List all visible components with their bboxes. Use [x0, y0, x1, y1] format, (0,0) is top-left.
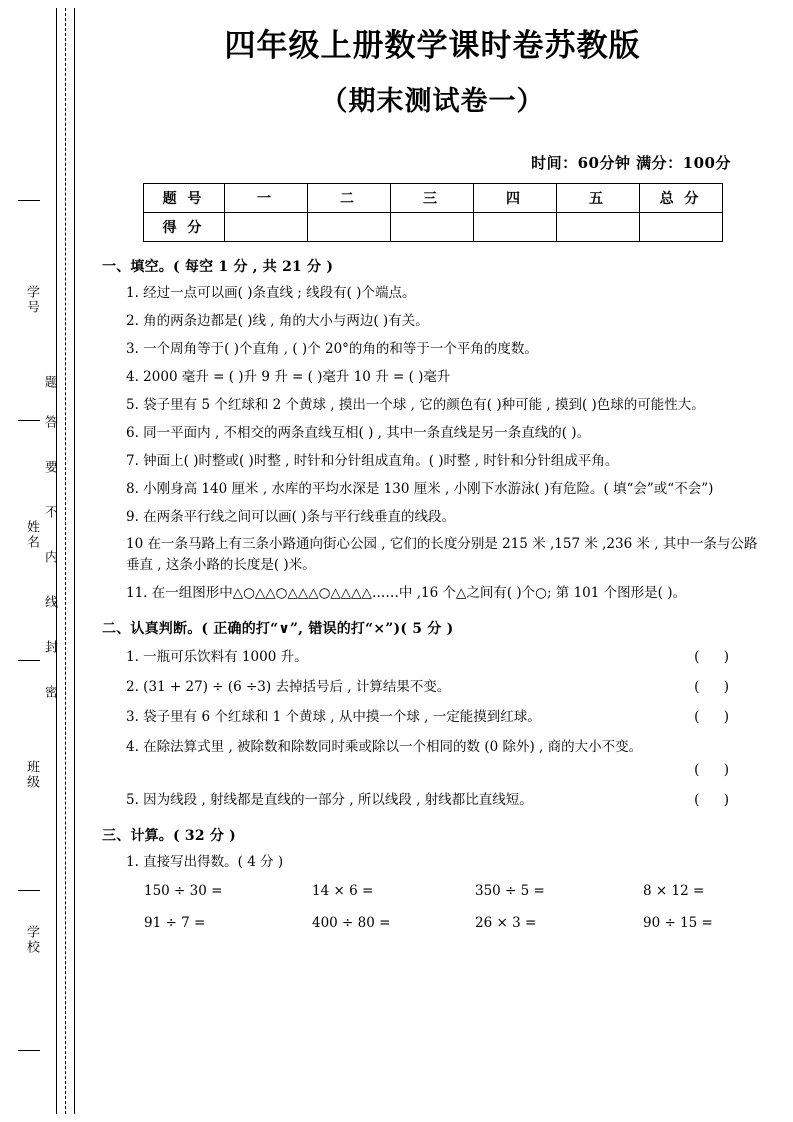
score-value-1[interactable] — [224, 213, 307, 242]
margin-label-xuehao: 学号 — [24, 285, 39, 315]
margin-write-rule — [18, 420, 40, 421]
answer-bracket[interactable]: ( ) — [694, 791, 739, 808]
score-header-1: 一 — [224, 184, 307, 213]
seal-margin-strip — [0, 0, 92, 1122]
margin-seal-char-yao: 要 — [42, 460, 57, 475]
calc-item[interactable]: 91 ÷ 7 = — [144, 914, 206, 931]
question-1-2: 2. 角的两条边都是( )线 , 角的大小与两边( )有关。 — [126, 313, 429, 330]
margin-rule-right — [74, 8, 75, 1114]
question-2-3 — [126, 707, 765, 728]
score-value-5[interactable] — [556, 213, 639, 242]
question-1-7: 7. 钟面上( )时整或( )时整 , 时针和分针组成直角。( )时整 , 时针和分针组成平角。 — [126, 452, 619, 469]
margin-write-rule — [18, 890, 40, 891]
calc-item[interactable]: 26 × 3 = — [475, 914, 537, 931]
exam-meta: 时间：60分钟 满分：100分 — [531, 154, 731, 173]
answer-bracket[interactable]: ( ) — [694, 709, 739, 726]
question-1-1: 1. 经过一点可以画( )条直线 ; 线段有( )个端点。 — [126, 285, 416, 302]
margin-seal-char-bu: 不 — [42, 505, 57, 520]
question-1-8: 8. 小刚身高 140 厘米 , 水库的平均水深是 130 厘米 , 小刚下水游泳( )有危险。( 填“会”或“不会”) — [126, 480, 714, 497]
score-value-total[interactable] — [639, 213, 722, 242]
question-1-10: 10 在一条马路上有三条小路通向街心公园 , 它们的长度分别是 215 米 ,157 米 ,236 米 , 其中一条与公路垂直 , 这条小路的长度是( )米。 — [126, 536, 758, 574]
question-3-1: 1. 直接写出得数。( 4 分 ) — [126, 853, 284, 870]
question-1-4: 4. 2000 毫升 = ( )升 9 升 = ( )毫升 10 升 = ( )毫升 — [126, 368, 451, 385]
margin-seal-char-da: 答 — [42, 415, 57, 430]
question-1-3: 3. 一个周角等于( )个直角 , ( )个 20°的角的和等于一个平角的度数。 — [126, 341, 538, 358]
table-row — [143, 184, 722, 213]
question-2-1-text: 1. 一瓶可乐饮料有 1000 升。 — [126, 649, 308, 666]
calc-item[interactable]: 350 ÷ 5 = — [475, 882, 545, 899]
calc-item[interactable]: 400 ÷ 80 = — [312, 914, 391, 931]
answer-bracket[interactable]: ( ) — [694, 761, 739, 778]
margin-write-rule — [18, 660, 40, 661]
margin-label-banji: 班级 — [24, 760, 39, 790]
question-2-4 — [126, 737, 765, 781]
answer-bracket[interactable]: ( ) — [694, 679, 739, 696]
score-header-total: 总 分 — [639, 184, 722, 213]
score-header-2: 二 — [307, 184, 390, 213]
score-header-4: 四 — [473, 184, 556, 213]
exam-page — [100, 0, 765, 1122]
section-heading-fill-blank: 一、填空。( 每空 1 分 , 共 21 分 ) — [102, 259, 334, 276]
question-2-5-text: 5. 因为线段 , 射线都是直线的一部分 , 所以线段 , 射线都比直线短。 — [126, 791, 533, 808]
score-header-5: 五 — [556, 184, 639, 213]
question-1-11: 11. 在一组图形中△○△△○△△△○△△△△……中 ,16 个△之间有( )个○; 第 101 个图形是( )。 — [126, 585, 686, 602]
section-heading-calculation: 三、计算。( 32 分 ) — [102, 827, 236, 844]
calc-item[interactable]: 8 × 12 = — [643, 882, 705, 899]
page-title: 四年级上册数学课时卷苏教版 — [224, 28, 641, 64]
score-value-2[interactable] — [307, 213, 390, 242]
margin-label-xingming: 姓名 — [24, 520, 39, 550]
margin-label-xuexiao: 学校 — [24, 925, 39, 955]
answer-bracket[interactable]: ( ) — [694, 649, 739, 666]
page-subtitle: （期末测试卷一） — [320, 86, 545, 118]
question-2-4-text: 4. 在除法算式里 , 被除数和除数同时乘或除以一个相同的数 (0 除外) , 商的大小不变。 — [126, 739, 643, 756]
score-value-4[interactable] — [473, 213, 556, 242]
score-header-3: 三 — [390, 184, 473, 213]
section-heading-true-false: 二、认真判断。( 正确的打“∨”, 错误的打“×”)( 5 分 ) — [102, 621, 454, 638]
question-2-5 — [126, 790, 765, 811]
calc-item[interactable]: 90 ÷ 15 = — [643, 914, 713, 931]
score-table — [143, 183, 723, 242]
calc-item[interactable]: 14 × 6 = — [312, 882, 374, 899]
margin-seal-char-feng: 封 — [42, 640, 57, 655]
margin-seal-char-mi: 密 — [42, 685, 57, 700]
calc-item[interactable]: 150 ÷ 30 = — [144, 882, 223, 899]
margin-write-rule — [18, 1050, 40, 1051]
margin-seal-char-xian: 线 — [42, 595, 57, 610]
score-value-3[interactable] — [390, 213, 473, 242]
question-2-3-text: 3. 袋子里有 6 个红球和 1 个黄球 , 从中摸一个球 , 一定能摸到红球。 — [126, 709, 541, 726]
margin-seal-char-nei: 内 — [42, 550, 57, 565]
question-1-6: 6. 同一平面内 , 不相交的两条直线互相( ) , 其中一条直线是另一条直线的( )。 — [126, 424, 591, 441]
score-header-label: 题 号 — [143, 184, 224, 213]
question-1-9: 9. 在两条平行线之间可以画( )条与平行线垂直的线段。 — [126, 508, 455, 525]
question-2-2-text: 2. (31 + 27) ÷ (6 ÷3) 去掉括号后 , 计算结果不变。 — [126, 679, 451, 696]
table-row — [143, 213, 722, 242]
question-1-5: 5. 袋子里有 5 个红球和 2 个黄球 , 摸出一个球 , 它的颜色有( )种可能 , 摸到( )色球的可能性大。 — [126, 396, 705, 413]
question-2-2 — [126, 677, 765, 698]
seal-dashed-line — [65, 8, 66, 1114]
margin-write-rule — [18, 200, 40, 201]
question-2-1 — [126, 647, 765, 668]
margin-seal-char-ti: 题 — [42, 375, 57, 390]
calculation-grid — [144, 883, 765, 931]
score-value-label: 得 分 — [143, 213, 224, 242]
